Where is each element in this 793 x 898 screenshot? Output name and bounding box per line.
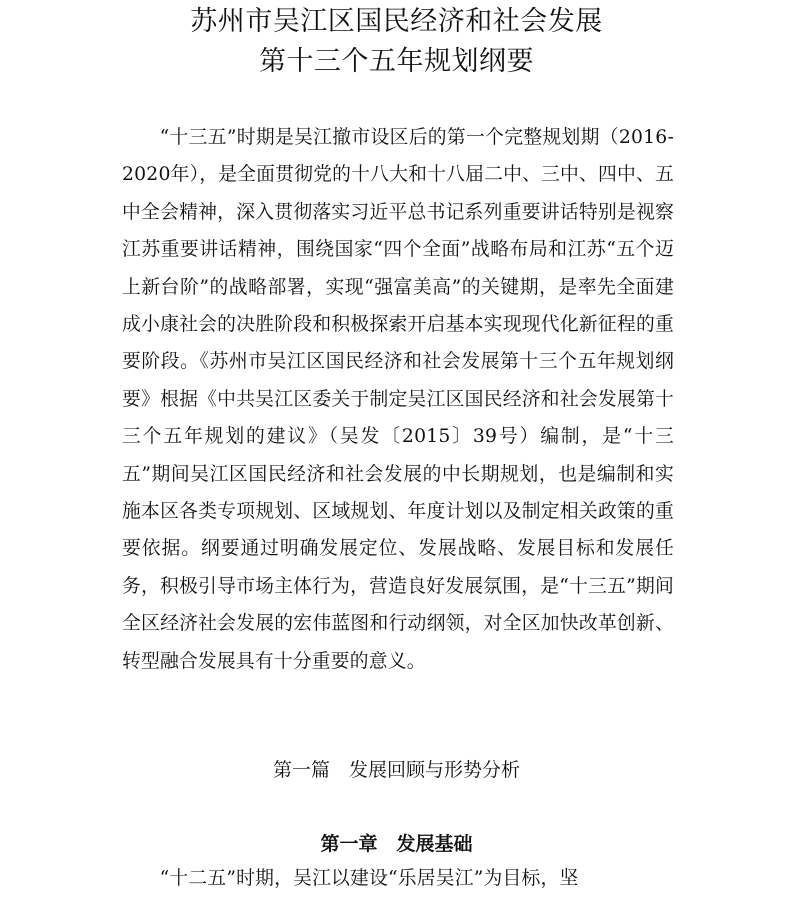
- chapter-one-paragraph: “十二五”时期，吴江以建设“乐居吴江”为目标，坚: [159, 868, 579, 889]
- chapter-one-heading: 第一章 发展基础: [320, 833, 473, 855]
- document-title-line-2: 第十三个五年规划纲要: [259, 46, 534, 77]
- intro-paragraph: “十三五”时期是吴江撤市设区后的第一个完整规划期（2016-2020年），是全面贯彻党的十八大和十八届二中、三中、四中、五中全会精神，深入贯彻落实习近平总书记系列重要讲话特别是视察江苏重要讲话精神，围绕国家“四个全面”战略布局和江苏“五个迈上新台阶”的战略部署，实现“强富美高”的关键期，是率先全面建成小康社会的决胜阶段和积极探索开启基本实现现代化新征程的重要阶段。《苏州市吴江区国民经济和社会发展第十三个五年规划纲要》根据《中共吴江区委关于制定吴江区国民经济和社会发展第十三个五年规划的建议》（吴发〔2015〕39号）编制，是“十三五”期间吴江区国民经济和社会发展的中长期规划，也是编制和实施本区各类专项规划、区域规划、年度计划以及制定相关政策的重要依据。纲要通过明确发展定位、发展战略、发展目标和发展任务，积极引导市场主体行为，营造良好发展氛围，是“十三五”期间全区经济社会发展的宏伟蓝图和行动纲领，对全区加快改革创新、转型融合发展具有十分重要的意义。: [122, 127, 674, 672]
- part-one-heading: 第一篇 发展回顾与形势分析: [272, 759, 520, 781]
- document-title-line-1: 苏州市吴江区国民经济和社会发展: [190, 6, 603, 37]
